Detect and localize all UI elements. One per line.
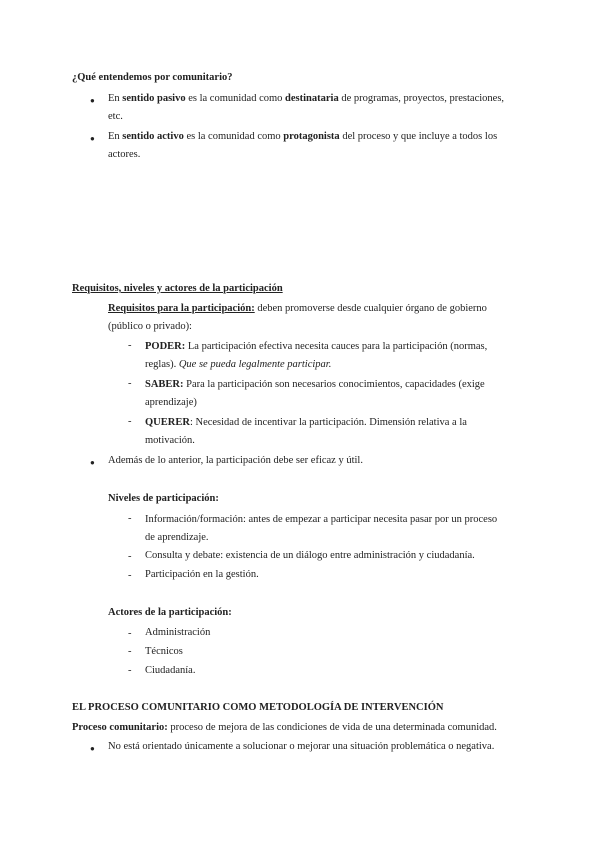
dash-marker: -: [128, 570, 132, 581]
requisito-saber: SABER: Para la participación son necesarios conocimientos, capacidades (exige aprendizaje): [145, 379, 485, 408]
bullet-marker: ●: [90, 96, 95, 105]
dash-marker: -: [128, 665, 132, 676]
bullet-marker: ●: [90, 744, 95, 753]
bullet-eficaz-util: Además de lo anterior, la participación debe ser eficaz y útil.: [108, 455, 363, 466]
bullet-sentido-activo: En sentido activo es la comunidad como protagonista del proceso y que incluye a todos los actores.: [108, 131, 498, 160]
actor-ciudadania: Ciudadanía.: [145, 665, 196, 676]
nivel-gestion: Participación en la gestión.: [145, 569, 259, 580]
dash-marker: -: [128, 646, 132, 657]
bullet-marker: ●: [90, 134, 95, 143]
section-title-requisitos: Requisitos, niveles y actores de la participación: [72, 283, 283, 294]
requisitos-paragraph: Requisitos para la participación: deben promoverse desde cualquier órgano de gobierno (público o privado):: [108, 303, 487, 332]
niveles-label: Niveles de participación:: [108, 493, 219, 504]
actor-administracion: Administración: [145, 627, 211, 638]
dash-marker: -: [128, 416, 132, 427]
dash-marker: -: [128, 513, 132, 524]
nivel-informacion: Información/formación: antes de empezar a participar necesita pasar por un proceso de aprendizaje.: [145, 514, 498, 543]
requisito-poder: PODER: La participación efectiva necesita cauces para la participación (normas, reglas). Que se pueda legalmente participar.: [145, 341, 488, 370]
dash-marker: -: [128, 340, 132, 351]
bullet-marker: ●: [90, 458, 95, 467]
section-title-comunitario: ¿Qué entendemos por comunitario?: [72, 72, 233, 83]
requisito-querer: QUERER: Necesidad de incentivar la participación. Dimensión relativa a la motivación.: [145, 417, 467, 446]
dash-marker: -: [128, 628, 132, 639]
bullet-sentido-pasivo: En sentido pasivo es la comunidad como destinataria de programas, proyectos, prestaciones, etc.: [108, 93, 505, 122]
actor-tecnicos: Técnicos: [145, 646, 183, 657]
bullet-no-orientado: No está orientado únicamente a solucionar o mejorar una situación problemática o negativa.: [108, 741, 495, 752]
nivel-consulta: Consulta y debate: existencia de un diálogo entre administración y ciudadanía.: [145, 550, 475, 561]
section-title-proceso: EL PROCESO COMUNITARIO COMO METODOLOGÍA DE INTERVENCIÓN: [72, 702, 444, 713]
dash-marker: -: [128, 551, 132, 562]
proceso-definicion: Proceso comunitario: proceso de mejora de las condiciones de vida de una determinada comunidad.: [72, 722, 497, 733]
dash-marker: -: [128, 378, 132, 389]
actores-label: Actores de la participación:: [108, 607, 232, 618]
